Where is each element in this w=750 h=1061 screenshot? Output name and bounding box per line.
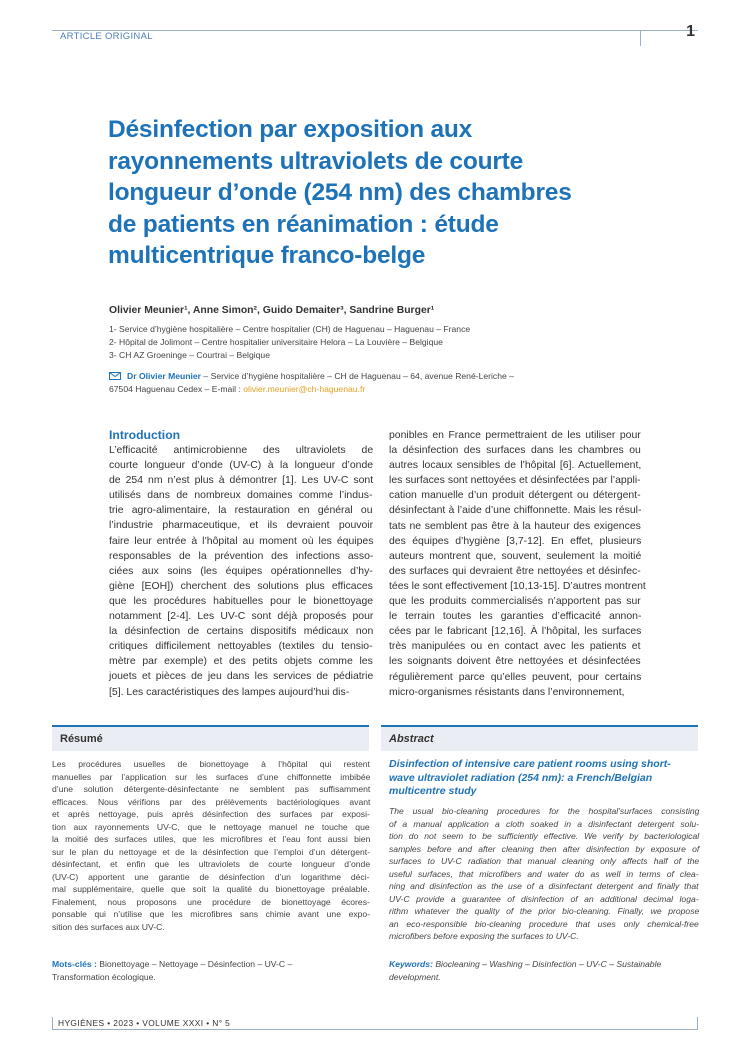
affiliation: 3- CH AZ Groeninge – Courtrai – Belgique: [109, 350, 270, 360]
body-text-line: trie agro-alimentaire, la restauration en général ou: [109, 505, 373, 517]
abstract-text-line: tion do not seem to be sufficiently effective. We verify by bacteriological: [389, 831, 700, 841]
body-text-line: responsables de la prévention des infections asso-: [109, 550, 374, 562]
body-text-line: la désinfection de certains dispositifs médicaux non: [109, 626, 374, 638]
title-line: longueur d’onde (254 nm) des chambres: [108, 179, 572, 206]
body-text-line: giène [EOH]) cherchent des solutions plus efficaces: [109, 580, 373, 592]
resume-text-line: manuelles par l’application sur les surfaces d’une chiffonnette imbibée: [52, 771, 371, 782]
abstract-text-line: useful surfaces, that microfibers and water do as well in terms of clea-: [389, 868, 699, 879]
body-text-line: les soignants doivent être nettoyées et désinfectées: [389, 656, 641, 668]
resume-text-line: Les procédures usuelles de bionettoyage à l’hôpital qui restent: [52, 759, 370, 769]
keywords-text: development.: [389, 971, 441, 982]
body-text-line: L’efficacité antimicrobienne des ultraviolets de: [109, 445, 374, 456]
affiliation: 2- Hôpital de Jolimont – Centre hospitalier universitaire Helora – La Louvière – Belgique: [109, 337, 443, 347]
abstract-heading: Abstract: [389, 733, 434, 745]
resume-text: [52, 758, 370, 933]
body-text-line: de 254 nm n’est plus à démontrer [1]. Les UV-C sont: [109, 475, 374, 487]
keywords-text: Biocleaning – Washing – Disinfection – UV-C – Sustainable: [432, 959, 662, 969]
affiliation: 1- Service d’hygiène hospitalière – Centre hospitalier (CH) de Haguenau – Haguenau – France: [109, 324, 471, 334]
keywords-text: Transformation écologique.: [52, 971, 156, 982]
abstract-title-line: multicentre study: [389, 785, 477, 797]
abstract-text-line: The usual bio-cleaning procedures for the hospital’surfaces consisting: [389, 806, 700, 816]
abstract-text-line: microfibers before exposing the surfaces to UV-C.: [389, 931, 579, 941]
resume-text-line: efficaces. Nous vérifions par des prélèvements bactériologiques avant: [52, 796, 371, 807]
section-label: ARTICLE ORIGINAL: [60, 31, 153, 42]
body-text-line: faire leur entrée à l’hôpital au moment où les équipes: [109, 535, 374, 547]
article-title: [108, 114, 668, 272]
body-text-line: auteurs montrent que, souvent, seulement la moitié: [389, 550, 642, 562]
abstract-text-line: UV-C provide a guarantee of disinfection of an additional decimal loga-: [389, 893, 699, 904]
body-text-line: les surfaces sont nettoyées et désinfectées par l’appli-: [389, 475, 641, 487]
body-text-line: désinfectant à l’aide d’une chiffonnette. Mais les résul-: [389, 505, 642, 517]
body-text-line: des équipes d’hygiène [3,7-12]. En effet, plusieurs: [389, 535, 642, 547]
abstract-english-title: [389, 758, 699, 799]
contact-name: Dr Olivier Meunier: [127, 371, 202, 381]
body-text-line: micro-organismes résistants dans l’environnement,: [389, 686, 625, 698]
body-text-line: cées par le fabricant [12,16]. À l’hôpital, les surfaces: [389, 626, 642, 638]
header-separator: [640, 30, 641, 46]
resume-text-line: mal supplémentaire, quelle que soit la qualité du bionettoyage préalable.: [52, 884, 370, 894]
body-text-line: ponibles en France permettraient de les utiliser pour: [389, 430, 641, 441]
abstract-text-line: of a manual application a cloth soaked in a disinfectant detergent solu-: [389, 818, 700, 829]
body-text-line: régulièrement parce qu’elles peuvent, pour certains: [389, 671, 642, 683]
resume-text-line: désinfectant, et enfin que les ultraviolets de courte longueur d’onde: [52, 859, 371, 869]
body-text-line: la désinfection des surfaces dans les chambres ou: [389, 445, 641, 457]
body-column-left: [109, 443, 373, 700]
abstract-title-line: Disinfection of intensive care patient rooms using short-: [389, 758, 671, 770]
resume-heading: Résumé: [60, 733, 103, 745]
abstract-text: [389, 805, 699, 943]
abstract-text-line: samples before and after cleaning then after disinfection by exposure of: [389, 843, 700, 854]
footer-rule: [52, 1029, 698, 1030]
resume-text-line: d’une solution détergente-désinfectante ne semblent pas suffisamment: [52, 784, 371, 794]
body-text-line: tées le sont effectivement [10,13-15]. D’autres montrent: [389, 580, 646, 592]
journal-footer: HYGIÈNES • 2023 • VOLUME XXXI • N° 5: [58, 1018, 231, 1028]
abstract-text-line: rithm whatever the quality of the prior bio-cleaning. Finally, we propose: [389, 906, 700, 916]
resume-text-line: tion aux rayonnements UV-C, que le nettoyage manuel ne touche que: [52, 821, 370, 832]
abstract-keywords: [389, 958, 699, 983]
abstract-text-line: ning and disinfection as the use of a disinfectant detergent and finally that: [389, 881, 699, 891]
body-text-line: des surfaces qui devraient être nettoyées et désinfec-: [389, 565, 641, 577]
title-line: de patients en réanimation : étude: [108, 210, 499, 238]
keywords-label: Mots-clés :: [52, 959, 97, 969]
body-text-line: le terrain toutes les garanties d’efficacité annon-: [389, 611, 642, 623]
body-text-line: autres locaux sensibles de l’hôpital [6]. Actuellement,: [389, 460, 642, 472]
resume-text-line: (UV-C) apportent une garantie de désinfection d’un logarithme déci-: [52, 871, 370, 882]
footer-separator: [52, 1017, 53, 1029]
title-line: Désinfection par exposition aux: [108, 116, 473, 143]
abstract-text-line: an eco-responsible bio-cleaning procedure that uses only chemical-free: [389, 918, 699, 929]
contact-email-link[interactable]: olivier.meunier@ch-haguenau.fr: [243, 384, 366, 394]
body-text-line: ciées aux soins (les équipes opérationnelles d’hy-: [109, 565, 373, 577]
abstract-title-line: wave ultraviolet radiation (254 nm): a French/Belgian: [389, 771, 653, 784]
resume-text-line: Finalement, nous proposons une procédure de bionettoyage écores-: [52, 896, 370, 907]
body-text-line: cation manuelle d’un produit détergent ou détergent-: [389, 490, 641, 502]
contact-city: 67504 Haguenau Cedex – E-mail :: [109, 384, 244, 394]
body-text-line: l’industrie pharmaceutique, et ils devraient pouvoir: [109, 520, 374, 532]
resume-keywords: [52, 958, 370, 983]
body-text-line: jouets et pièces de jeu dans les services de pédiatrie: [109, 671, 374, 683]
introduction-heading: Introduction: [109, 428, 181, 442]
resume-text-line: sur le plan du nettoyage et de la désinfection que l’emploi d’un détergent-: [52, 846, 371, 857]
body-text-line: que les produits commercialisés n’apportent pas sur: [389, 596, 641, 608]
resume-text-line: sition des surfaces aux UV-C.: [52, 921, 165, 932]
correspondence-line-1: [109, 371, 514, 381]
body-text-line: [5]. Les caractéristiques des lampes aujourd’hui dis-: [109, 686, 350, 698]
body-text-line: critiques difficilement nettoyables (textiles du tensio-: [109, 641, 373, 653]
keywords-text: Bionettoyage – Nettoyage – Désinfection – UV-C –: [96, 959, 293, 969]
envelope-icon: [109, 372, 121, 380]
body-text-line: notamment [2-4]. Les UV-C sont déjà proposés pour: [109, 611, 374, 623]
contact-address: – Service d’hygiène hospitalière – CH de Haguenau – 64, avenue René-Leriche –: [201, 371, 514, 381]
resume-text-line: la moitié des surfaces utiles, que les microfibres et l’eau font aussi bien: [52, 834, 371, 844]
keywords-label: Keywords:: [389, 959, 433, 969]
resume-text-line: et après nettoyage, puis après désinfection des surfaces par exposi-: [52, 809, 370, 819]
abstract-text-line: surfaces to UV-C radiation that manual cleaning only affects half of the: [389, 856, 700, 866]
author-list: Olivier Meunier¹, Anne Simon², Guido Demaiter³, Sandrine Burger¹: [109, 305, 435, 316]
page-number: 1: [686, 23, 695, 40]
body-text-line: très manipulées ou en contact avec les patients et: [389, 641, 641, 653]
body-text-line: courte longueur d’onde (UV-C) à la longueur d’onde: [109, 460, 374, 472]
title-line: multicentrique franco-belge: [108, 242, 426, 269]
correspondence-line-2: [109, 384, 365, 394]
body-text-line: que les procédures habituelles pour le bionettoyage: [109, 595, 374, 607]
body-text-line: tats ne semblent pas être à la hauteur des exigences: [389, 520, 641, 532]
title-line: rayonnements ultraviolets de courte: [108, 147, 524, 175]
body-text-line: utilisés dans de nombreux domaines comme l’indus-: [109, 490, 373, 502]
resume-text-line: ponsable qui n’utilise que les microfibres sans chimie avant une expo-: [52, 909, 371, 919]
body-column-right: [389, 428, 646, 700]
body-text-line: mètre par exemple) et des petits objets comme les: [109, 656, 373, 668]
footer-separator: [697, 1017, 698, 1029]
